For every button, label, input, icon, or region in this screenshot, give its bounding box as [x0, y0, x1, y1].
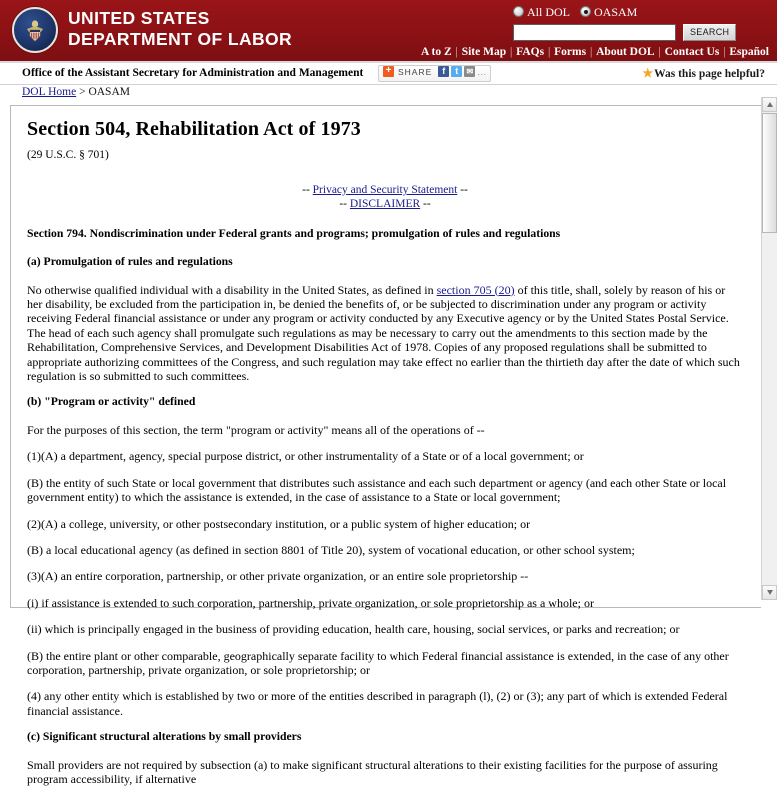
plus-icon: + [383, 66, 394, 77]
envelope-icon[interactable]: ✉ [464, 66, 475, 77]
paragraph-a-text-before-link: No otherwise qualified individual with a disability in the United States, as defined in [27, 282, 437, 297]
paragraph-c: Small providers are not required by subsection (a) to make significant structural alterations to their existing facilities for the purpose of assuring program accessibility, if alternative [27, 757, 718, 786]
subsection-b-heading: (b) "Program or activity" defined [27, 395, 196, 409]
site-wordmark [68, 8, 292, 50]
section-heading: Section 794. Nondiscrimination under Federal grants and programs; promulgation of rules and regulations [27, 226, 561, 240]
agency-subheader [0, 63, 777, 85]
more-options-icon[interactable]: … [477, 66, 487, 77]
page-feedback-label: Was this page helpful? [654, 68, 765, 80]
list-item: (B) the entire plant or other comparable, geographically separate facility to which Federal financial assistance is extended, in the case of any other corporation, partnership, private organization, or sole proprietorship; or [27, 648, 729, 677]
nav-link-forms[interactable]: Forms [554, 46, 587, 58]
search-area [507, 5, 767, 41]
scrollbar-thumb[interactable] [762, 113, 777, 233]
share-label: SHARE [398, 66, 433, 77]
page-feedback-link[interactable] [642, 66, 765, 81]
utility-nav [421, 46, 769, 58]
breadcrumb-separator: > [79, 86, 86, 98]
breadcrumb-home-link[interactable]: DOL Home [22, 86, 77, 98]
policy-links [27, 183, 743, 211]
vertical-scrollbar[interactable] [761, 97, 777, 600]
paragraph-a [27, 283, 743, 384]
nav-separator: | [587, 46, 596, 58]
list-item: (3)(A) an entire corporation, partnership, or other private organization, or an entire sole proprietorship -- [27, 569, 529, 584]
content-frame [10, 105, 761, 786]
search-input[interactable] [513, 24, 676, 41]
wordmark-line-2: DEPARTMENT OF LABOR [68, 29, 293, 49]
breadcrumb [0, 85, 777, 101]
facebook-icon[interactable]: f [438, 66, 449, 77]
list-item: (B) the entity of such State or local government that distributes such assistance and each such department or agency (and each other State or local government entity) to which the assistance is extended, in the case of assistance to a State or local government; [27, 475, 727, 505]
dash-right: -- [460, 183, 468, 196]
paragraph-b-intro: For the purposes of this section, the term "program or activity" means all of the operations of -- [27, 422, 485, 437]
nav-link-site-map[interactable]: Site Map [461, 46, 507, 58]
chevron-down-icon [767, 590, 773, 595]
document-body [11, 106, 761, 808]
nav-separator: | [452, 46, 461, 58]
radio-all-dol-label: All DOL [527, 5, 570, 19]
nav-link-faqs[interactable]: FAQs [516, 46, 545, 58]
dol-seal-eagle-icon [24, 18, 46, 44]
scroll-up-button[interactable] [762, 97, 777, 112]
site-banner [0, 0, 777, 63]
search-button[interactable]: SEARCH [683, 24, 736, 41]
subsection-a-heading: (a) Promulgation of rules and regulations [27, 255, 233, 269]
nav-separator: | [720, 46, 729, 58]
search-row [507, 23, 767, 41]
radio-oasam[interactable] [580, 6, 591, 17]
list-item: (2)(A) a college, university, or other postsecondary institution, or a public system of higher education; or [27, 516, 531, 531]
chevron-up-icon [767, 102, 773, 107]
list-item: (1)(A) a department, agency, special purpose district, or other instrumentality of a State or of a local government; or [27, 449, 584, 464]
scroll-down-button[interactable] [762, 585, 777, 600]
share-widget[interactable] [378, 65, 491, 82]
disclaimer-link[interactable]: DISCLAIMER [349, 197, 421, 210]
disclaimer-dash-right: -- [423, 197, 431, 210]
list-item: (4) any other entity which is established by two or more of the entities described in paragraph (l), (2) or (3); any part of which is extended Federal financial assistance. [27, 689, 728, 718]
radio-oasam-label: OASAM [594, 5, 638, 19]
wordmark-line-1: UNITED STATES [68, 8, 210, 28]
privacy-and-security-link[interactable]: Privacy and Security Statement [312, 183, 458, 196]
dash-left: -- [302, 183, 310, 196]
nav-link-about-dol[interactable]: About DOL [596, 46, 655, 58]
nav-separator: | [545, 46, 554, 58]
office-name: Office of the Assistant Secretary for Administration and Management [22, 67, 364, 79]
nav-link-contact-us[interactable]: Contact Us [664, 46, 720, 58]
breadcrumb-current: OASAM [88, 86, 130, 98]
paragraph-a-text-after-link: of this title, shall, solely by reason of his or her disability, be excluded from the participation in, be denied the benefits of, or be subjected to discrimination under any program or activity receiving Federal financial assistance or under any program or activity conducted by any Executive agency or by the United States Postal Service. The head of each such agency shall promulgate such regulations as may be necessary to carry out the amendments to this section made by the Rehabilitation, Comprehensive Services, and Development Disabilities Act of 1978. Copies of any proposed regulations shall be submitted to appropriate authorizing committees of the Congress, and such regulation may take effect no earlier than the thirtieth day after the date of which such regulation is so submitted to such committees. [27, 282, 740, 384]
list-item: (i) if assistance is extended to such corporation, partnership, private organization, or sole proprietorship as a whole; or [27, 595, 594, 610]
radio-all-dol[interactable] [513, 6, 524, 17]
subsection-c-heading: (c) Significant structural alterations by small providers [27, 730, 302, 744]
dol-seal-icon [12, 7, 58, 53]
nav-link-a-to-z[interactable]: A to Z [420, 46, 452, 58]
page-title: Section 504, Rehabilitation Act of 1973 [27, 118, 361, 140]
nav-link-espanol[interactable]: Español [729, 46, 769, 58]
disclaimer-dash-left: -- [339, 197, 347, 210]
twitter-icon[interactable]: t [451, 66, 462, 77]
list-item: (B) a local educational agency (as defined in section 8801 of Title 20), system of vocational education, or other school system; [27, 542, 635, 557]
nav-separator: | [507, 46, 516, 58]
list-item: (ii) which is principally engaged in the business of providing education, health care, housing, social services, or parks and recreation; or [27, 622, 680, 637]
star-icon: ★ [642, 66, 654, 80]
nav-separator: | [655, 46, 664, 58]
usc-citation: (29 U.S.C. § 701) [27, 149, 109, 162]
section-705-link[interactable]: section 705 (20) [436, 282, 515, 297]
search-scope-group [507, 5, 767, 20]
